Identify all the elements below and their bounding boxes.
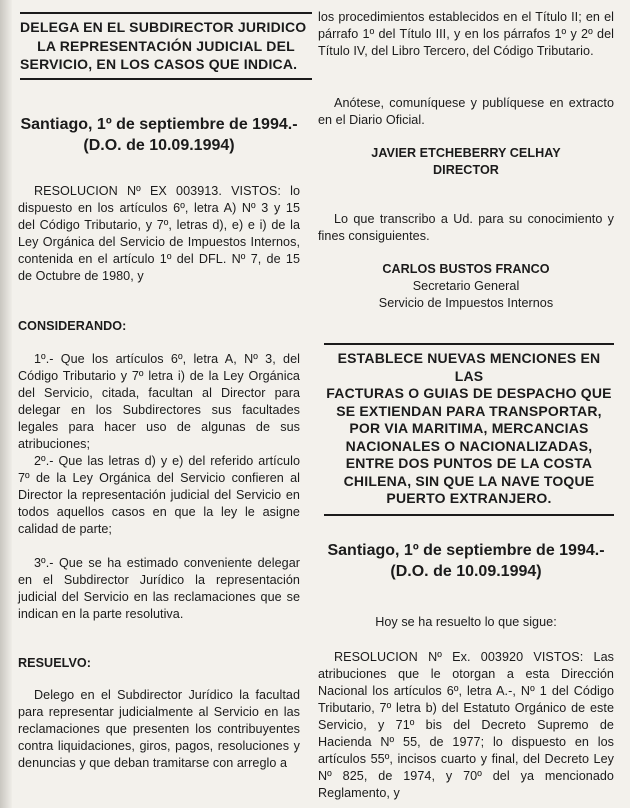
continuation-text: los procedimientos establecidos en el Título II; en el párrafo 1º del Título III, y en los párrafos 1º y 2º del Título IV, del Libro Tercero, del Código Tributario.	[318, 10, 614, 58]
resolucion-2-text: RESOLUCION Nº Ex. 003920 VISTOS: Las atribuciones que le otorgan a esta Dirección Nacional los artículos 6º, letra A.-, Nº 1 del Código Tributario, 7º letra b) del Estatuto Orgánico de este Servicio, y 71º bis del Decreto Supremo de Hacienda Nº 55, de 1977; lo dispuesto en los artículos 55º, incisos cuarto y final, del Decreto Ley Nº 825, de 1974, y 70º del ya mencionado Reglamento, y	[318, 650, 614, 800]
considerando-heading-block	[18, 318, 300, 335]
title-line-2: LA REPRESENTACIÓN JUDICIAL DEL	[37, 37, 295, 54]
title2-line-5: NACIONALES O NACIONALIZADAS,	[345, 437, 593, 454]
page-gutter-shadow	[0, 0, 12, 808]
anotese-text: Anótese, comuníquese y publíquese en extracto en el Diario Oficial.	[318, 96, 614, 127]
considerando-2-block	[18, 453, 300, 538]
resolution-title-1	[20, 12, 312, 80]
resuelvo-block	[18, 687, 300, 772]
resuelvo-text: Delego en el Subdirector Jurídico la facultad para representar judicialmente al Servicio en las reclamaciones que presenten los contribuyentes contra liquidaciones, giros, pagos, resoluciones y denuncias y que deban tramitarse con arreglo a	[18, 688, 300, 770]
signer-2-org: Servicio de Impuestos Internos	[378, 296, 554, 310]
resolution-title-2	[324, 343, 614, 516]
title2-line-1: ESTABLECE NUEVAS MENCIONES EN LAS	[337, 350, 601, 384]
title-line-3: SERVICIO, EN LOS CASOS QUE INDICA.	[20, 56, 298, 72]
diario-oficial-line: (D.O. de 10.09.1994)	[83, 137, 235, 154]
title-line-1: DELEGA EN EL SUBDIRECTOR JURIDICO	[20, 19, 307, 35]
title2-line-6: ENTRE DOS PUNTOS DE LA COSTA	[345, 455, 593, 471]
title2-line-3: SE EXTIENDAN PARA TRANSPORTAR,	[336, 402, 602, 419]
signer-1-name: JAVIER ETCHEBERRY CELHAY	[371, 146, 561, 160]
considerando-heading: CONSIDERANDO:	[18, 319, 127, 333]
diario-oficial-line-2: (D.O. de 10.09.1994)	[390, 563, 542, 580]
resuelvo-heading-block	[18, 655, 300, 672]
considerando-2: 2º.- Que las letras d) y e) del referido artículo 7º de la Ley Orgánica del Servicio confieren al Director la representación judicial del Servicio en todos aquellos casos en que la ley le asigne calidad de parte;	[18, 454, 300, 536]
date-line-2: Santiago, 1º de septiembre de 1994.-	[327, 542, 605, 559]
resolucion-text: RESOLUCION Nº EX 003913. VISTOS: lo dispuesto en los artículos 6º, letra A) Nº 3 y 15 del Código Tributario, y 7º, letras d), e) e i) de la Ley Orgánica del Servicio de Impuestos Internos, contenida en el artículo 1º del DFL. Nº 7, de 15 de Octubre de 1980, y	[18, 184, 300, 283]
considerando-1-block	[18, 351, 300, 453]
transcribo-block	[318, 211, 614, 245]
resolucion-paragraph	[18, 183, 300, 285]
considerando-1: 1º.- Que los artículos 6º, letra A, Nº 3, del Código Tributario y 7º letra i) de la Ley Orgánica del Servicio, citada, facultan al Director para delegar en los Subdirectores sus facultades legales para hacer uso de algunas de sus atribuciones;	[18, 352, 300, 451]
date-line: Santiago, 1º de septiembre de 1994.-	[20, 116, 298, 133]
signature-block-1	[318, 145, 614, 179]
signer-2-role: Secretario General	[412, 279, 520, 293]
transcribo-text: Lo que transcribo a Ud. para su conocimiento y fines consiguientes.	[318, 212, 614, 243]
signature-block-2	[318, 261, 614, 312]
considerando-3-block	[18, 555, 300, 623]
signer-1-role: DIRECTOR	[433, 163, 499, 177]
date-block-2	[318, 540, 614, 582]
resuelvo-heading: RESUELVO:	[18, 656, 91, 670]
date-block-1	[18, 114, 300, 156]
hoy-block	[318, 614, 614, 631]
signer-2-name: CARLOS BUSTOS FRANCO	[382, 262, 550, 276]
anotese-block	[318, 95, 614, 129]
title2-line-8: PUERTO EXTRANJERO.	[386, 490, 552, 506]
resolucion-2-block	[318, 649, 614, 802]
considerando-3: 3º.- Que se ha estimado conveniente delegar en el Subdirector Jurídico la representación judicial del Servicio en las reclamaciones que se indican en la parte resolutiva.	[18, 556, 300, 621]
title2-line-2: FACTURAS O GUIAS DE DESPACHO QUE	[326, 385, 612, 401]
continuation-block	[318, 9, 614, 60]
hoy-text: Hoy se ha resuelto lo que sigue:	[375, 615, 557, 629]
title2-line-4: POR VIA MARITIMA, MERCANCIAS	[349, 420, 589, 436]
title2-line-7: CHILENA, SIN QUE LA NAVE TOQUE	[343, 472, 595, 489]
